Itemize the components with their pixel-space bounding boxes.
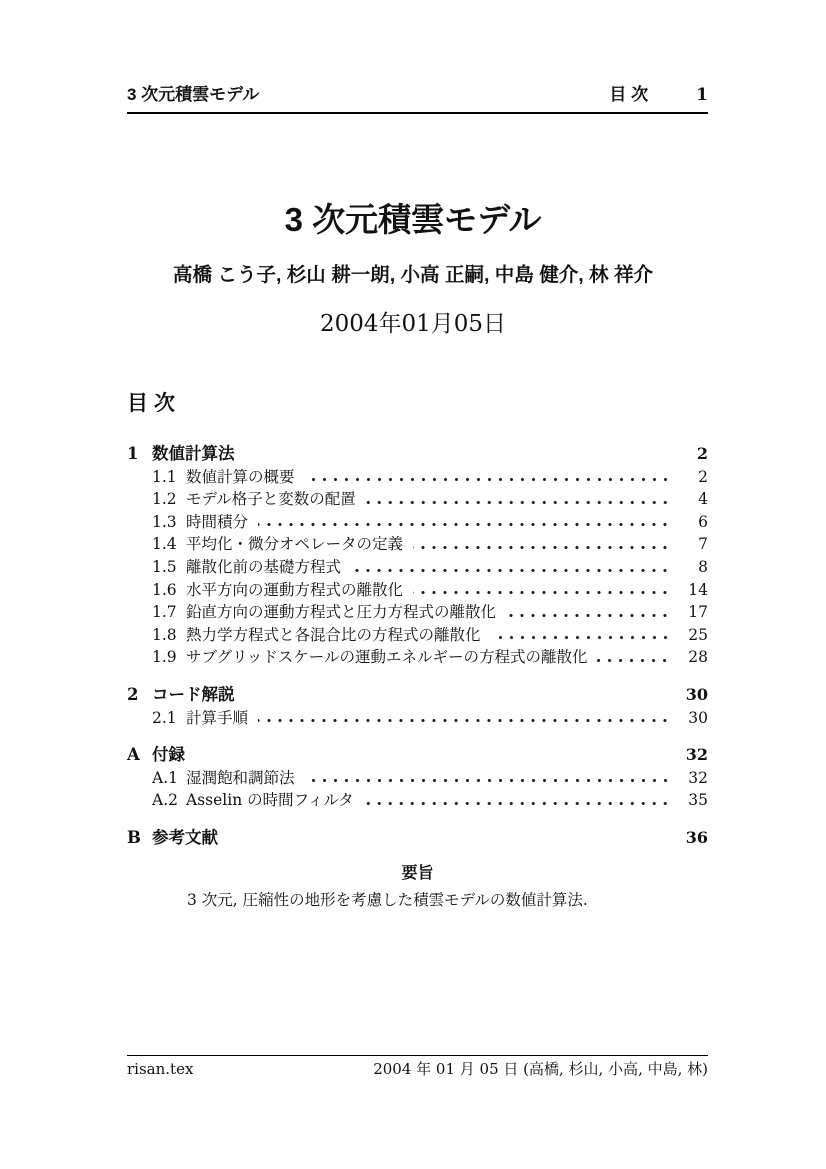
toc-entry-number: 2.1 xyxy=(152,708,177,727)
toc-entry-page: 36 xyxy=(685,827,708,847)
toc-entry-number: B xyxy=(127,827,141,847)
toc-entry-title: 熱力学方程式と各混合比の方程式の離散化 xyxy=(186,625,481,644)
toc-entry-title: 水平方向の運動方程式の離散化 xyxy=(186,580,404,599)
header-section-label: 目 次 xyxy=(609,85,649,104)
toc-dot-leader xyxy=(258,718,674,723)
toc-dot-leader xyxy=(506,613,674,618)
toc-entry-title: モデル格子と変数の配置 xyxy=(186,490,356,509)
toc-entry-number: 1.5 xyxy=(152,557,177,576)
toc-entry-1-6 xyxy=(127,579,708,602)
toc-entry-page: 2 xyxy=(696,444,708,463)
abstract-heading: 要旨 xyxy=(401,865,434,882)
toc-entry-number: 1.9 xyxy=(152,648,177,667)
toc-entry-1-2 xyxy=(127,488,708,511)
toc-entry-page: 8 xyxy=(698,557,708,576)
toc-entry-1-3 xyxy=(127,511,708,534)
toc-dot-leader xyxy=(305,477,674,482)
toc-entry-title: 時間積分 xyxy=(186,512,249,531)
toc-entry-1-5 xyxy=(127,556,708,579)
header-document-title: 3 次元積雲モデル xyxy=(127,85,260,104)
footer-filename: risan.tex xyxy=(127,1060,194,1078)
toc-entry-page: 17 xyxy=(688,603,708,622)
toc-entry-number: 1.8 xyxy=(152,625,177,644)
toc-entry-number: A.2 xyxy=(152,791,178,810)
abstract-block xyxy=(127,864,708,910)
toc-dot-leader xyxy=(351,568,674,573)
document-title: 3 次元積雲モデル xyxy=(284,201,542,238)
toc-entry-page: 30 xyxy=(688,708,708,727)
toc-entry-title: 参考文献 xyxy=(152,828,218,847)
toc-entry-title: サブグリッドスケールの運動エネルギーの方程式の離散化 xyxy=(186,648,588,667)
toc-entry-1-9 xyxy=(127,646,708,669)
toc-entry-page: 4 xyxy=(698,490,708,509)
toc-entry-page: 6 xyxy=(698,512,708,531)
toc-entry-title: 鉛直方向の運動方程式と圧力方程式の離散化 xyxy=(186,603,497,622)
toc-entry-number: 1.1 xyxy=(152,467,177,486)
toc-entry-number: A xyxy=(127,745,140,765)
toc-entry-title: 付録 xyxy=(152,746,185,765)
footer-date-authors: 2004 年 01 月 05 日 (高橋, 杉山, 小高, 中島, 林) xyxy=(373,1060,708,1078)
toc-entry-page: 30 xyxy=(685,684,708,704)
toc-entry-title: 数値計算法 xyxy=(152,445,235,463)
toc-dot-leader xyxy=(413,545,674,550)
toc-entry-1-4 xyxy=(127,533,708,556)
toc-entry-number: 1.4 xyxy=(152,535,177,554)
header-page-number: 1 xyxy=(696,85,708,105)
toc-heading: 目 次 xyxy=(127,392,175,415)
toc-dot-leader xyxy=(305,778,674,783)
toc-entry-title: 計算手順 xyxy=(186,708,249,727)
toc-entry-page: 2 xyxy=(698,467,708,486)
toc-entry-number: 1.7 xyxy=(152,603,177,622)
toc-entry-2-1 xyxy=(127,707,708,730)
date-line: 2004年01月05日 xyxy=(319,311,507,337)
toc-entry-number: 2 xyxy=(127,684,139,704)
toc-entry-1-8 xyxy=(127,624,708,647)
header-right-group xyxy=(609,85,708,105)
toc-entry-page: 14 xyxy=(688,580,708,599)
toc-entry-1-1 xyxy=(127,466,708,489)
toc-entry-page: 25 xyxy=(688,625,708,644)
toc-entry-number: 1 xyxy=(127,444,139,463)
toc-dot-leader xyxy=(413,590,674,595)
running-footer xyxy=(127,1055,708,1078)
toc-entry-page: 7 xyxy=(698,535,708,554)
toc-entry-page: 32 xyxy=(688,768,708,787)
toc-entry-page: 32 xyxy=(685,745,708,765)
toc-entry-title: Asselin の時間フィルタ xyxy=(186,791,354,810)
toc-entry-number: 1.6 xyxy=(152,580,177,599)
toc-dot-leader xyxy=(258,522,674,527)
toc-entry-number: 1.2 xyxy=(152,490,177,509)
table-of-contents xyxy=(127,443,708,850)
toc-entry-a-2 xyxy=(127,789,708,812)
toc-entry-title: コード解説 xyxy=(152,685,235,704)
toc-entry-b xyxy=(127,827,708,850)
toc-entry-a-1 xyxy=(127,767,708,790)
toc-dot-leader xyxy=(366,500,674,505)
toc-entry-title: 湿潤飽和調節法 xyxy=(186,768,295,787)
toc-entry-page: 35 xyxy=(688,791,708,810)
toc-entry-2 xyxy=(127,684,708,707)
toc-entry-1 xyxy=(127,443,708,466)
toc-entry-number: 1.3 xyxy=(152,512,177,531)
toc-entry-1-7 xyxy=(127,601,708,624)
toc-dot-leader xyxy=(597,658,674,663)
authors-line: 高橋 こう子, 杉山 耕一朗, 小高 正嗣, 中島 健介, 林 祥介 xyxy=(173,264,653,286)
toc-dot-leader xyxy=(364,801,674,806)
running-header xyxy=(127,85,708,114)
toc-entry-title: 数値計算の概要 xyxy=(186,467,295,486)
toc-entry-page: 28 xyxy=(688,648,708,667)
abstract-text: 3 次元, 圧縮性の地形を考慮した積雲モデルの数値計算法. xyxy=(187,891,588,909)
toc-entry-number: A.1 xyxy=(152,768,178,787)
toc-dot-leader xyxy=(491,635,674,640)
toc-entry-title: 平均化・微分オペレータの定義 xyxy=(186,535,404,554)
toc-entry-a xyxy=(127,744,708,767)
toc-entry-title: 離散化前の基礎方程式 xyxy=(186,557,342,576)
